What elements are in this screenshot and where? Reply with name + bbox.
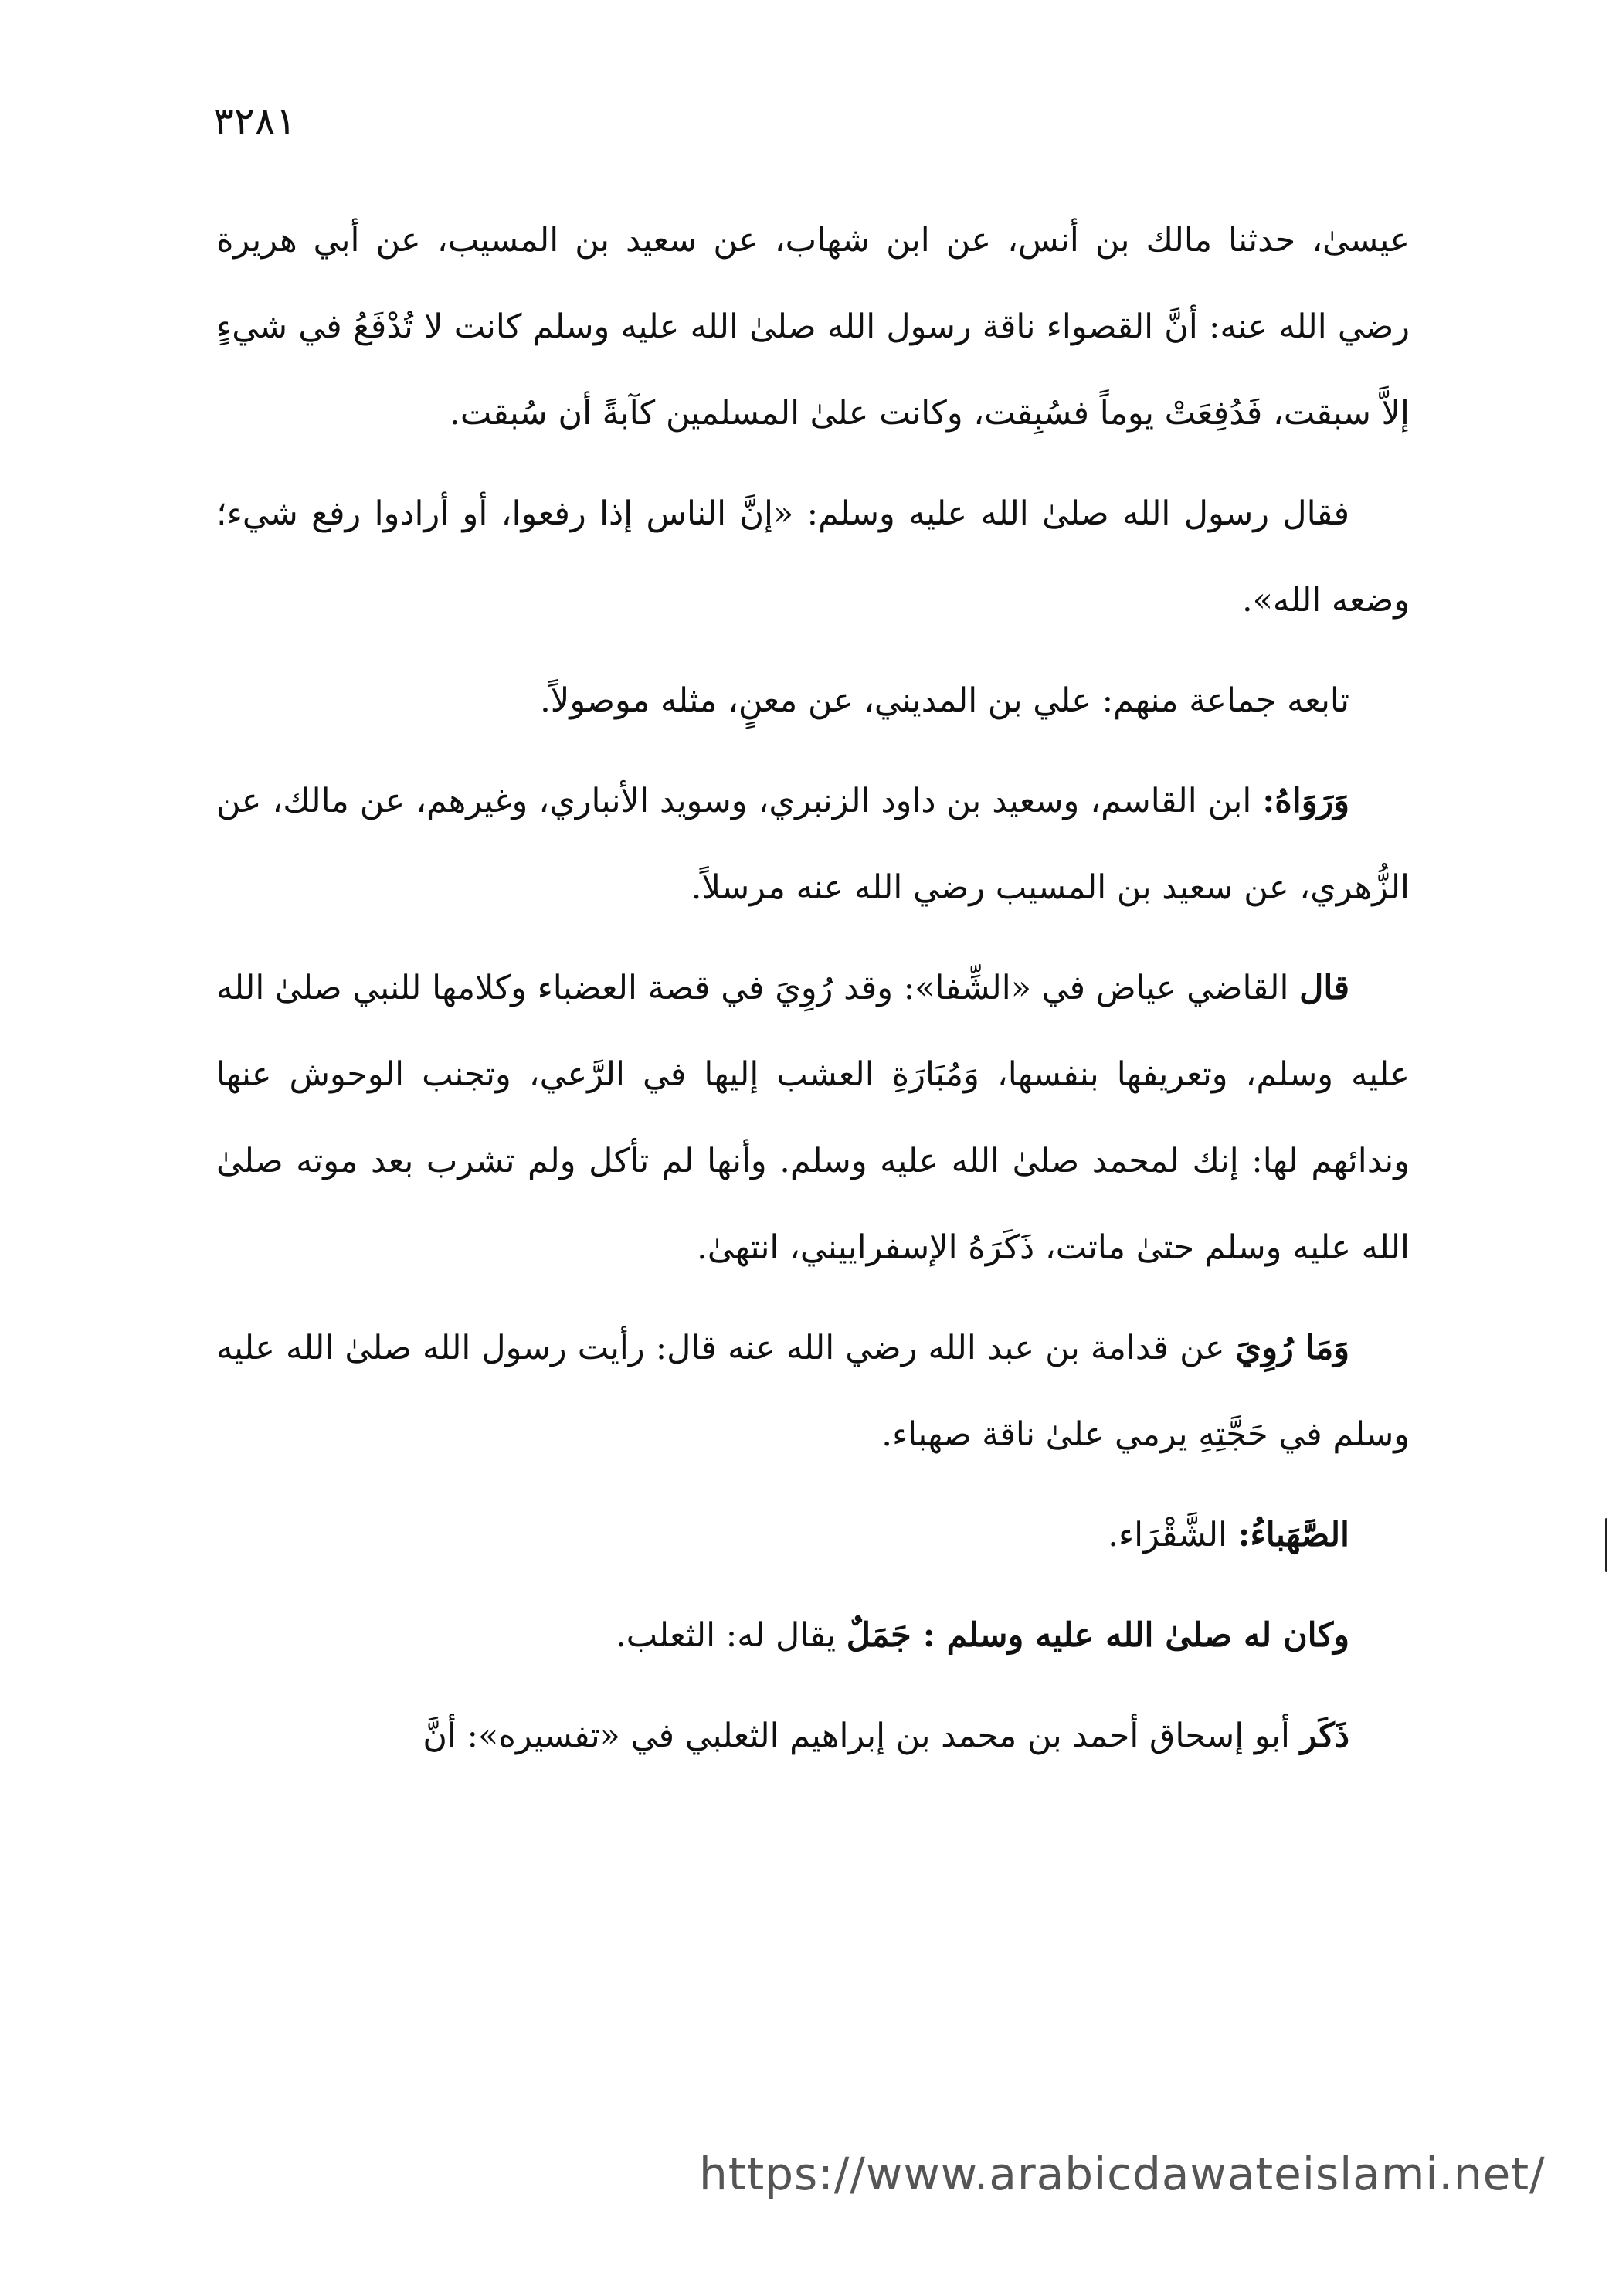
- paragraph-6-lead: وَمَا رُوِيَ: [1235, 1329, 1349, 1367]
- paragraph-2-text: فقال رسول الله صلىٰ الله عليه وسلم: «إنَّ الناس إذا رفعوا، أو أرادوا رفع شيء؛ وضعه الله».: [216, 494, 1410, 620]
- paragraph-6-text: عن قدامة بن عبد الله رضي الله عنه قال: رأيت رسول الله صلىٰ الله عليه وسلم في حَجَّتِهِ يرمي علىٰ ناقة صهباء.: [216, 1329, 1410, 1454]
- paragraph-7-text: الشَّقْرَاء.: [1108, 1516, 1238, 1554]
- paragraph-2: [216, 470, 1410, 644]
- footer-url: https://www.arabicdawateislami.net/: [699, 2148, 1546, 2200]
- paragraph-8-lead: وكان له صلىٰ الله عليه وسلم : جَمَلٌ: [846, 1616, 1349, 1655]
- margin-mark: [1605, 1518, 1607, 1572]
- paragraph-4: [216, 758, 1410, 931]
- paragraph-8: [216, 1592, 1410, 1679]
- paragraph-5-text: القاضي عياض في «الشِّفا»: وقد رُوِيَ في قصة العضباء وكلامها للنبي صلىٰ الله عليه وسلم، وتعريفها بنفسها، وَمُبَارَةِ العشب إليها في الرَّعي، وتجنب الوحوش عنها وندائهم لها: إنك لمحمد صلىٰ الله عليه وسلم. وأنها لم تأكل ولم تشرب بعد موته صلىٰ الله عليه وسلم حتىٰ ماتت، ذَكَرَهُ الإسفراييني، انتهىٰ.: [216, 969, 1410, 1267]
- paragraph-7: [216, 1492, 1410, 1578]
- paragraph-5: [216, 945, 1410, 1291]
- paragraph-1: [216, 197, 1410, 457]
- paragraph-4-text: ابن القاسم، وسعيد بن داود الزنبري، وسويد الأنباري، وغيرهم، عن مالك، عن الزُّهري، عن سعيد بن المسيب رضي الله عنه مرسلاً.: [216, 782, 1410, 907]
- paragraph-9-text: أبو إسحاق أحمد بن محمد بن إبراهيم الثعلبي في «تفسيره»: أنَّ: [423, 1717, 1301, 1755]
- paragraph-9-lead: ذَكَر: [1300, 1717, 1349, 1755]
- arabic-text-body: [216, 197, 1410, 1793]
- paragraph-7-lead: الصَّهَباءُ:: [1237, 1516, 1349, 1554]
- paragraph-5-lead: قال: [1299, 969, 1349, 1007]
- paragraph-9: [216, 1693, 1410, 1779]
- paragraph-6: [216, 1305, 1410, 1478]
- paragraph-3: [216, 657, 1410, 744]
- paragraph-1-text: عيسىٰ، حدثنا مالك بن أنس، عن ابن شهاب، عن سعيد بن المسيب، عن أبي هريرة رضي الله عنه: أنَّ القصواء ناقة رسول الله صلىٰ الله عليه وسلم كانت لا تُدْفَعُ في شيءٍ إلاَّ سبقت، فَدُفِعَتْ يوماً فسُبِقت، وكانت علىٰ المسلمين كآبةً أن سُبقت.: [216, 221, 1410, 433]
- paragraph-8-text: يقال له: الثعلب.: [616, 1616, 847, 1655]
- paragraph-3-text: تابعه جماعة منهم: علي بن المديني، عن معنٍ، مثله موصولاً.: [540, 681, 1349, 720]
- paragraph-4-lead: وَرَوَاهُ:: [1262, 782, 1349, 820]
- page-number: ٣٢٨١: [213, 99, 297, 144]
